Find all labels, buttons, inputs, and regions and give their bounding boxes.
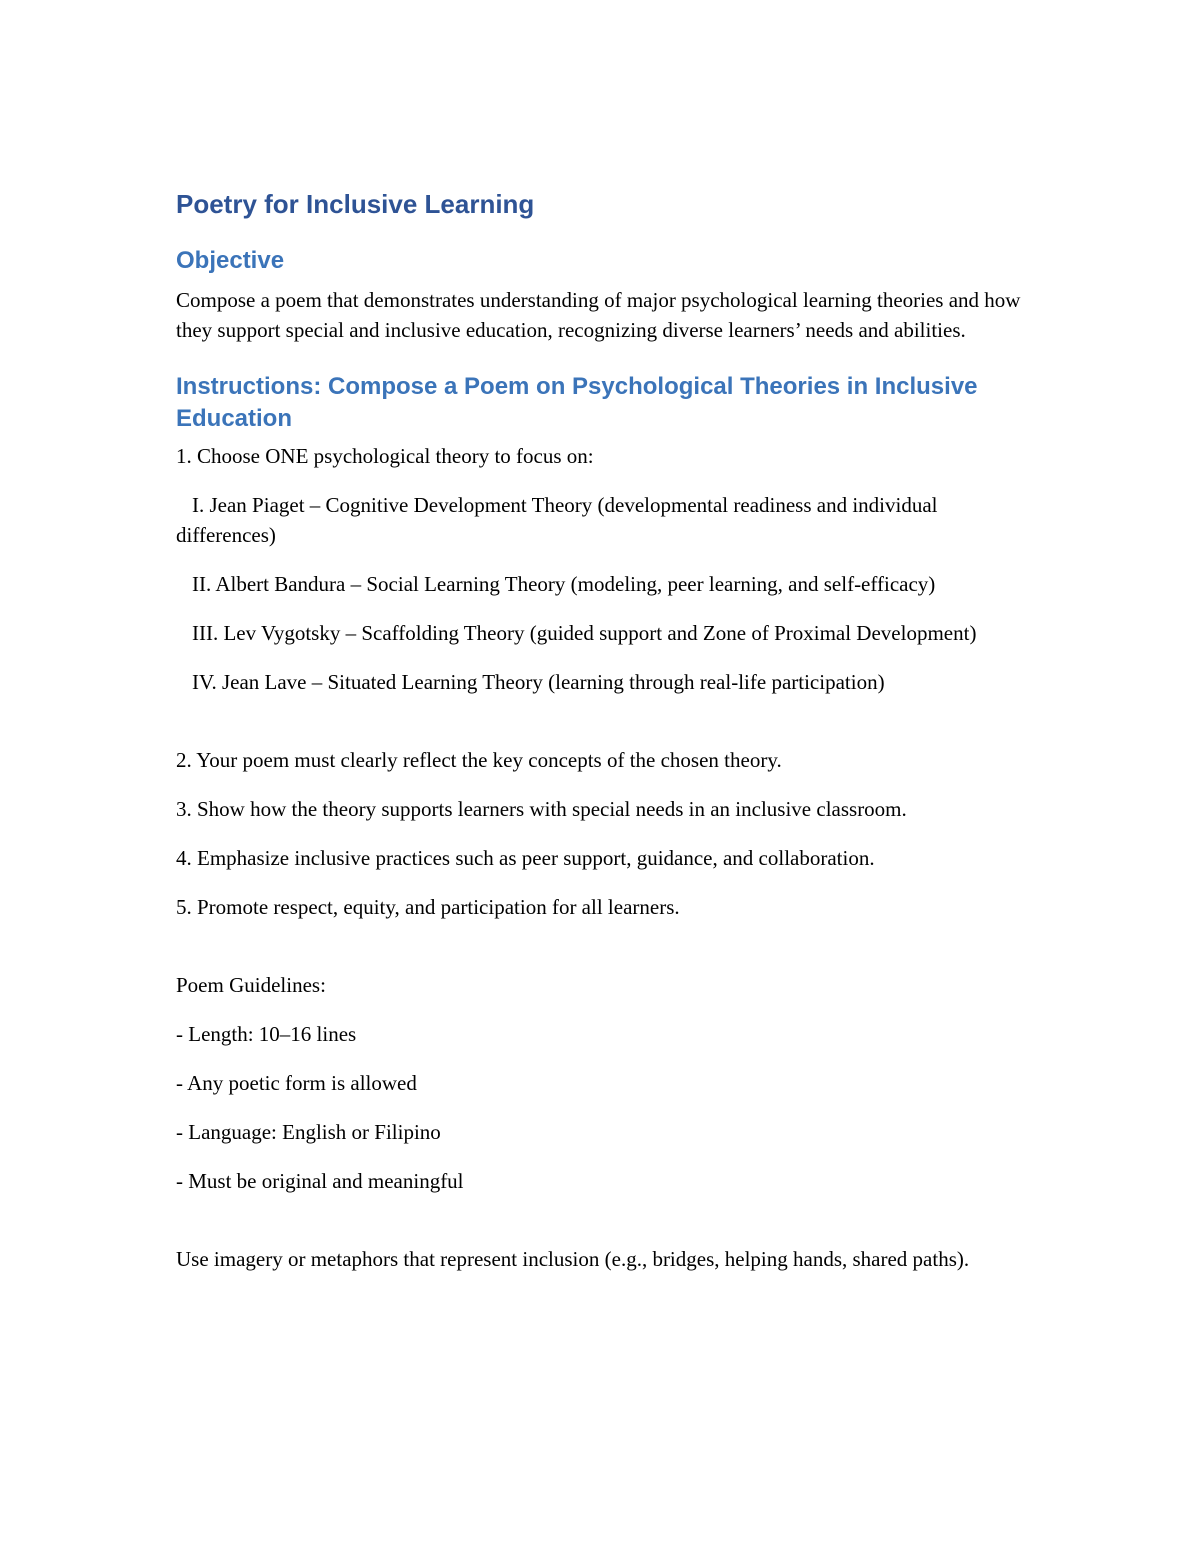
instruction-step-2: 2. Your poem must clearly reflect the key concepts of the chosen theory. <box>176 748 782 772</box>
instruction-step-3: 3. Show how the theory supports learners with special needs in an inclusive classroom. <box>176 797 907 821</box>
guideline-length: - Length: 10–16 lines <box>176 1022 357 1046</box>
theory-option-4: IV. Jean Lave – Situated Learning Theory (learning through real-life participation) <box>192 670 885 694</box>
heading-objective: Objective <box>176 247 285 274</box>
instruction-step-5: 5. Promote respect, equity, and participation for all learners. <box>176 895 680 919</box>
guideline-original: - Must be original and meaningful <box>176 1169 464 1193</box>
paragraph-imagery-note: Use imagery or metaphors that represent inclusion (e.g., bridges, helping hands, shared paths). <box>176 1247 970 1271</box>
instruction-step-1: 1. Choose ONE psychological theory to focus on: <box>176 444 594 468</box>
theory-option-2: II. Albert Bandura – Social Learning Theory (modeling, peer learning, and self-efficacy) <box>192 572 936 596</box>
theory-option-3: III. Lev Vygotsky – Scaffolding Theory (guided support and Zone of Proximal Development) <box>192 621 977 645</box>
guideline-language: - Language: English or Filipino <box>176 1120 441 1144</box>
document-title: Poetry for Inclusive Learning <box>176 189 535 219</box>
poem-guidelines-heading: Poem Guidelines: <box>176 973 326 997</box>
guideline-poetic-form: - Any poetic form is allowed <box>176 1071 417 1095</box>
instruction-step-4: 4. Emphasize inclusive practices such as peer support, guidance, and collaboration. <box>176 846 875 870</box>
paragraph-objective: Compose a poem that demonstrates understanding of major psychological learning theories and how they support special and inclusive education, recognizing diverse learners’ needs and abilities. <box>176 288 1021 342</box>
theory-option-1: I. Jean Piaget – Cognitive Development Theory (developmental readiness and individual differences) <box>176 493 938 547</box>
heading-instructions: Instructions: Compose a Poem on Psychological Theories in Inclusive Education <box>176 373 978 432</box>
